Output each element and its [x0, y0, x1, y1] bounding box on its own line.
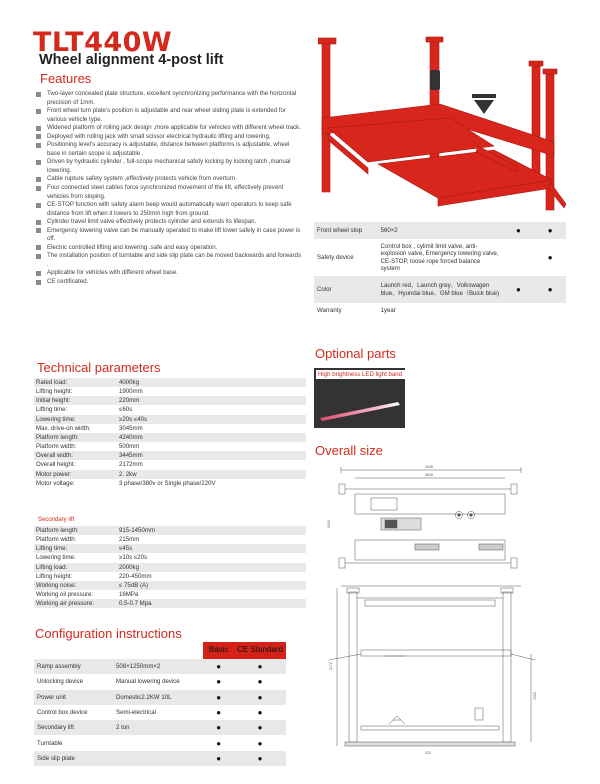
dim-inner-width: 3045 [425, 473, 433, 477]
ce-dot: ● [257, 677, 263, 687]
param-label: Platform length: [34, 433, 117, 442]
param-label: Platform width: [36, 536, 77, 544]
table-row [34, 387, 306, 396]
param-label: Working noise: [34, 581, 117, 590]
table-row [34, 460, 306, 469]
table-row [34, 470, 306, 479]
param-label: Max. drive-on width: [36, 424, 91, 432]
config-value [113, 751, 203, 766]
table-row [34, 433, 306, 442]
config-label: Turntable [37, 739, 63, 747]
table-row [314, 222, 566, 239]
ce-dot: ● [257, 738, 263, 748]
dim-top-width: 3445 [425, 465, 433, 469]
side-base [345, 742, 515, 746]
param-label: Platform width: [36, 443, 77, 451]
table-row [34, 451, 306, 460]
param-label: Lifting time: [36, 406, 68, 414]
config-label: Unlocking device [37, 678, 84, 686]
basic-dot [503, 303, 535, 318]
param-label: Initial height: [34, 396, 117, 405]
param-label: Motor power: [34, 470, 117, 479]
basic-dot [503, 239, 535, 276]
param-label: Lifting time: [34, 544, 117, 553]
technical-table [34, 378, 306, 488]
param-label: Rated load: [34, 378, 117, 387]
config-label: Secondary lift [34, 720, 113, 735]
table-row [34, 720, 286, 735]
config-value: 2 ton [113, 720, 203, 735]
product-title: TLT440W [33, 27, 173, 58]
basic-dot: ● [203, 751, 234, 766]
param-value: ≥20s ≤40s [117, 415, 306, 424]
param-value: ≤ 75dB (A) [117, 581, 306, 590]
secondary-lift-table [34, 526, 306, 608]
param-value: 2. 2kw [117, 470, 306, 479]
ce-dot: ● [534, 222, 566, 239]
param-label: Lifting height: [36, 388, 73, 396]
overall-size-heading: Overall size [315, 443, 383, 458]
led-bar-icon [318, 398, 402, 424]
table-row [314, 276, 566, 303]
side-post-left [349, 592, 357, 742]
overall-size-drawing [325, 458, 555, 758]
control-box [430, 70, 440, 90]
ce-dot: ● [547, 253, 553, 262]
led-light-band-label: High brightness LED light band [316, 370, 406, 379]
param-label: Motor voltage: [36, 479, 75, 487]
side-bottom-beam [361, 726, 499, 730]
config-value: 508×1250mm×2 [113, 659, 203, 674]
config-value [113, 735, 203, 750]
param-label: Platform length: [34, 526, 117, 535]
table-row [34, 442, 306, 451]
list-item: Four connected steel cables force synchronized movement of the lift, effectively prevent vehicles from sloping. [36, 184, 304, 201]
optional-parts-heading: Optional parts [315, 346, 396, 361]
spec-label: Warranty [317, 307, 342, 314]
spec-label: Safety device [317, 254, 354, 261]
ce-dot: ● [534, 276, 566, 303]
table-row [34, 581, 306, 590]
param-value: 220mm [117, 396, 306, 405]
table-row [34, 396, 306, 405]
table-row [34, 674, 286, 689]
features-heading: Features [40, 71, 92, 86]
param-value: 16MPa [119, 591, 139, 599]
svg-text:4240: 4240 [327, 520, 331, 528]
list-item: Positioning level's accuracy is adjustable, distance between platforms is adjustable, wheel base in certain scope is adjustable . [36, 141, 304, 158]
list-item: Cable rupture safety system ,effectively protects vehicle from overturn. [36, 175, 304, 184]
post-back-right [532, 64, 540, 188]
spec-label: Color [314, 276, 378, 303]
param-label: Lowering time: [36, 554, 76, 562]
spec-value: 1year [380, 307, 396, 314]
led-light-band-image [314, 368, 405, 428]
table-row [34, 424, 306, 433]
basic-dot: ● [203, 659, 234, 674]
spec-continuation-table [314, 222, 566, 318]
config-label: Power unit [34, 690, 113, 705]
config-heading: Configuration instructions [35, 626, 182, 641]
config-label: Control box device [37, 709, 88, 717]
table-row [34, 535, 306, 544]
param-label: Overall width: [34, 451, 117, 460]
table-row [34, 690, 286, 705]
param-value: 1900mm [119, 388, 143, 396]
list-item: Widened platform of rolling jack design ,more applicable for vehicles with different wheel track. [36, 124, 304, 133]
param-value: 3445mm [117, 451, 306, 460]
table-row [34, 599, 306, 608]
list-item: Two-layer concealed plate structure, excellent synchronizing performance with the horizontal precision of 1mm. [36, 90, 304, 107]
spec-value: 560×2 [378, 222, 503, 239]
side-power-unit [475, 708, 483, 720]
basic-dot: ● [503, 222, 535, 239]
param-value: 3 phase/380v or Single phase/220V [119, 479, 216, 487]
top-platform-left [355, 494, 505, 514]
param-label: Overall height: [36, 461, 76, 469]
basic-dot: ● [216, 738, 222, 748]
table-row [34, 659, 286, 674]
config-value: Semi-electrical [116, 709, 156, 717]
table-row [314, 303, 566, 318]
param-value: 915-1450mm [117, 526, 306, 535]
top-post-right [511, 484, 517, 494]
list-item: Applicable for vehicles with different wheel base. [36, 269, 304, 278]
side-post-right [503, 592, 511, 742]
ce-dot: ● [234, 659, 286, 674]
param-value: 2000kg [117, 563, 306, 572]
table-row [34, 378, 306, 387]
top-post-left [339, 484, 345, 494]
param-label: Lifting height: [36, 572, 73, 580]
config-label: Ramp assembly [34, 659, 113, 674]
list-item: The installation position of turntable and side slip plate can be moved backwards and forwards . [36, 252, 304, 269]
table-row [34, 544, 306, 553]
list-item: CE-STOP function with safety alarm beep would automatically warn operators to keep safe distance from lift when it lowers to 250mm high from ground. [36, 201, 304, 218]
list-item: Driven by hydraulic cylinder , full-scope mechanical safety locking by locking latch ,manual lowering. [36, 158, 304, 175]
table-row [34, 415, 306, 424]
table-row [34, 526, 306, 535]
basic-dot: ● [203, 690, 234, 705]
list-item: Emergency lowering valve can be manually operated to make lift lower safely in case power is off. [36, 227, 304, 244]
param-value: 3045mm [119, 424, 143, 432]
dim-height: 2172 [329, 662, 333, 670]
ce-dot: ● [257, 708, 263, 718]
spec-value: Control box , cylimit limit valve, anti-explosion valve, Emergency lowering valve, CE-STOP, loose rope forced balance system [380, 242, 499, 272]
table-row [34, 590, 306, 599]
param-label: Working oil pressure: [36, 591, 94, 599]
ce-dot: ● [234, 690, 286, 705]
dim-base: 220 [425, 751, 431, 755]
col-basic: Basic [203, 642, 234, 659]
ce-dot [534, 303, 566, 318]
list-item: Cylinder travel limit valve effectively protects cylinder and extends its lifespan. [36, 218, 304, 227]
list-item: Electric controlled lifting and lowering ,safe and easy operation. [36, 244, 304, 253]
product-subtitle: Wheel alignment 4-post lift [39, 52, 224, 68]
secondary-lift-heading: Secondary lift [38, 517, 75, 523]
param-value: 2172mm [119, 461, 143, 469]
basic-dot: ● [216, 708, 222, 718]
table-row [34, 572, 306, 581]
param-value: 4000kg [117, 378, 306, 387]
table-row [34, 705, 286, 720]
param-value: ≤60s [119, 406, 133, 414]
col-ce-standard: CE Standard [234, 642, 286, 659]
rolling-jack [472, 94, 496, 98]
param-value: 215mm [119, 536, 140, 544]
table-header [34, 642, 286, 659]
param-value: ≥10s ≤20s [119, 554, 148, 562]
ce-dot: ● [234, 751, 286, 766]
param-value: 0.5-0.7 Mpa [117, 599, 306, 608]
lift-photo [318, 22, 568, 217]
table-row [34, 479, 306, 488]
config-table [34, 642, 286, 766]
config-value: Manual lowering device [116, 678, 180, 686]
config-value: Domestic2.2KW 10L [113, 690, 203, 705]
config-label: Side slip plate [34, 751, 113, 766]
list-item: Deployed with rolling jack with small scissor electrical hydraulic lifting and lowering. [36, 133, 304, 142]
param-value: ≤45s [117, 544, 306, 553]
basic-dot: ● [503, 276, 535, 303]
side-platform [361, 650, 511, 656]
param-value: 4240mm [117, 433, 306, 442]
param-label: Working air pressure: [34, 599, 117, 608]
param-value: 220-450mm [119, 572, 152, 580]
basic-dot: ● [203, 720, 234, 735]
dim-lift: 1900 [533, 692, 537, 700]
basic-dot: ● [216, 677, 222, 687]
side-crossbeam [365, 600, 495, 606]
table-row [34, 553, 306, 562]
ce-dot: ● [234, 720, 286, 735]
table-row [34, 751, 286, 766]
technical-heading: Technical parameters [37, 360, 161, 375]
table-row [314, 239, 566, 276]
spec-value: Launch red、Launch grey、Volkswagen blue、Hyundai blue、GM blue（Buick blue) [378, 276, 503, 303]
table-row [34, 563, 306, 572]
list-item: Front wheel turn plate's position is adjustable and rear wheel sliding plate is extended for various vehicle type. [36, 107, 304, 124]
features-list [36, 90, 304, 287]
param-value: 500mm [119, 443, 140, 451]
param-label: Lifting load: [34, 563, 117, 572]
table-row [34, 405, 306, 414]
spec-label: Front wheel stop [314, 222, 378, 239]
param-label: Lowering time: [34, 415, 117, 424]
table-row [34, 735, 286, 750]
list-item: CE certificated. [36, 278, 304, 287]
